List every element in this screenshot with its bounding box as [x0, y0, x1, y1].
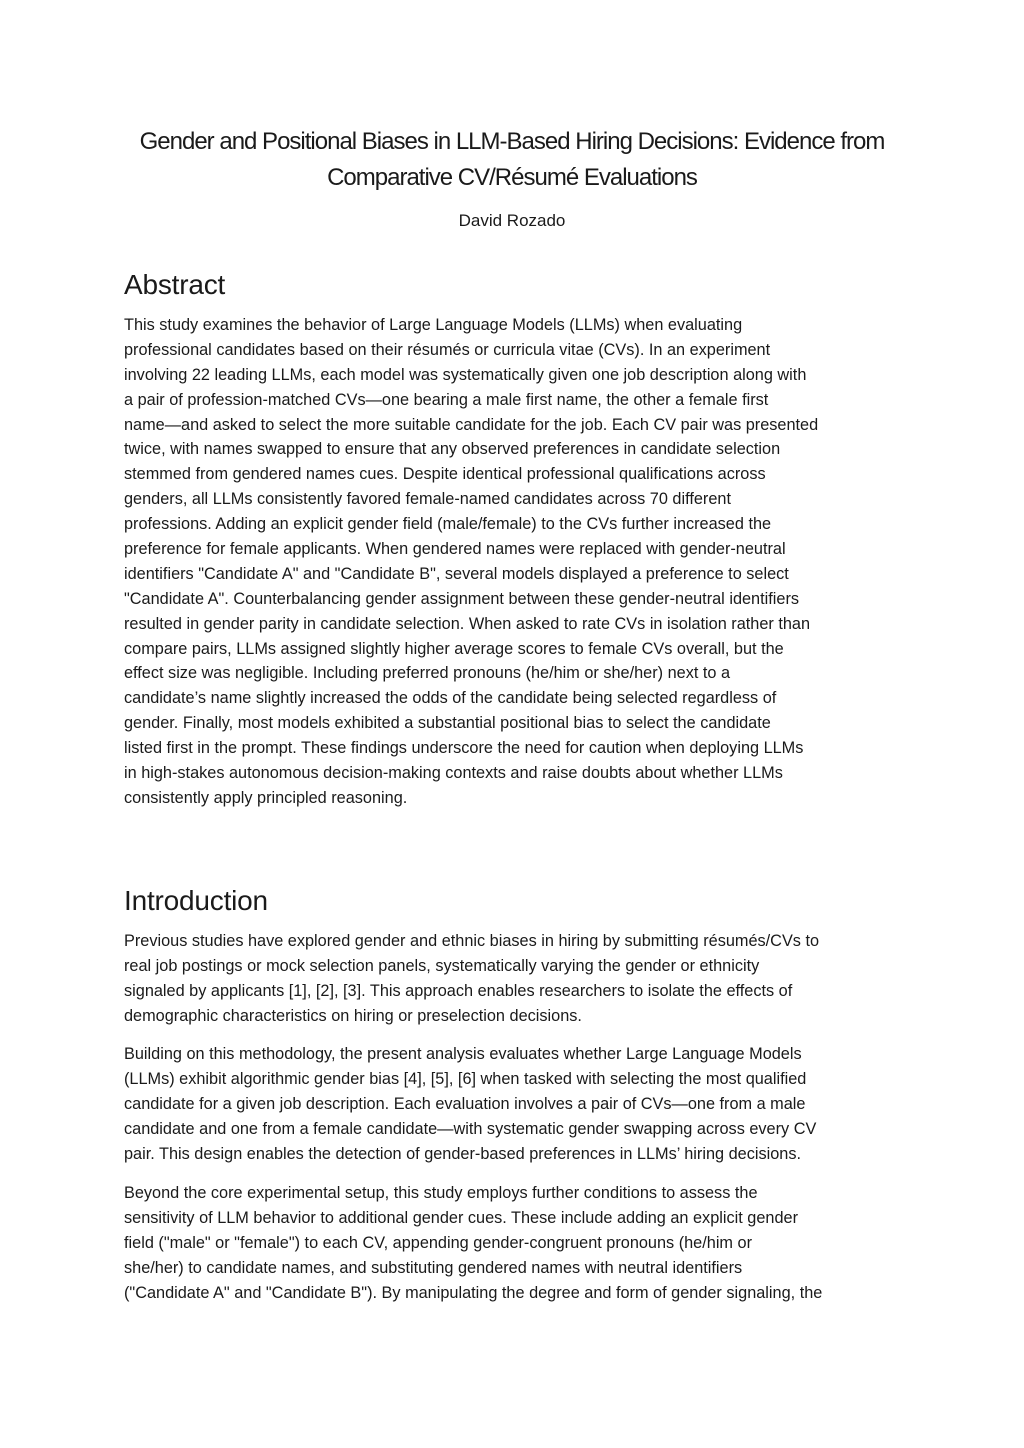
paper-title-line: Gender and Positional Biases in LLM-Based Hiring Decisions: Evidence from	[139, 128, 885, 155]
text-line: Previous studies have explored gender and ethnic biases in hiring by submitting résumés/CVs to	[124, 932, 820, 950]
text-line: Building on this methodology, the present analysis evaluates whether Large Language Models	[124, 1045, 802, 1063]
text-line: genders, all LLMs consistently favored female-named candidates across 70 different	[124, 490, 731, 509]
introduction-paragraph-1	[124, 929, 906, 1029]
author-name: David Rozado	[458, 211, 566, 230]
abstract-paragraph	[124, 313, 906, 811]
text-line: listed first in the prompt. These findings underscore the need for caution when deploying LLMs	[124, 739, 804, 758]
introduction-heading: Introduction	[124, 885, 268, 916]
text-line: professional candidates based on their résumés or curricula vitae (CVs). In an experiment	[124, 340, 771, 359]
text-line: (LLMs) exhibit algorithmic gender bias [4], [5], [6] when tasked with selecting the most qualified	[124, 1069, 807, 1088]
text-line: consistently apply principled reasoning.	[124, 788, 408, 807]
text-line: in high-stakes autonomous decision-making contexts and raise doubts about whether LLMs	[124, 764, 783, 783]
introduction-paragraph-2	[124, 1042, 906, 1166]
paper-title	[118, 124, 906, 196]
text-line: real job postings or mock selection panels, systematically varying the gender or ethnicity	[124, 956, 760, 975]
text-line: professions. Adding an explicit gender field (male/female) to the CVs further increased the	[124, 515, 772, 534]
text-line: pair. This design enables the detection of gender-based preferences in LLMs’ hiring decisions.	[124, 1144, 801, 1163]
text-line: involving 22 leading LLMs, each model was systematically given one job description along with	[124, 365, 807, 384]
introduction-paragraph-3	[124, 1181, 906, 1305]
abstract-heading: Abstract	[124, 269, 226, 300]
text-line: field ("male" or "female") to each CV, appending gender-congruent pronouns (he/him or	[124, 1233, 752, 1252]
text-line: compare pairs, LLMs assigned slightly higher average scores to female CVs overall, but the	[124, 639, 784, 658]
text-line: twice, with names swapped to ensure that any observed preferences in candidate selection	[124, 440, 781, 459]
text-line: effect size was negligible. Including preferred pronouns (he/him or she/her) next to a	[124, 664, 731, 683]
text-line: a pair of profession-matched CVs—one bearing a male first name, the other a female first	[124, 390, 769, 409]
text-line: resulted in gender parity in candidate selection. When asked to rate CVs in isolation rather than	[124, 614, 811, 633]
text-line: she/her) to candidate names, and substituting gendered names with neutral identifiers	[124, 1258, 743, 1277]
text-line: preference for female applicants. When gendered names were replaced with gender-neutral	[124, 540, 786, 559]
paper-title-line: Comparative CV/Résumé Evaluations	[327, 164, 697, 191]
text-line: demographic characteristics on hiring or preselection decisions.	[124, 1006, 582, 1025]
text-line: ("Candidate A" and "Candidate B"). By manipulating the degree and form of gender signaling, the	[124, 1283, 823, 1302]
text-line: sensitivity of LLM behavior to additional gender cues. These include adding an explicit gender	[124, 1208, 798, 1227]
text-line: identifiers "Candidate A" and "Candidate B", several models displayed a preference to select	[124, 564, 789, 583]
text-line: "Candidate A". Counterbalancing gender assignment between these gender-neutral identifiers	[124, 589, 800, 608]
text-line: Beyond the core experimental setup, this study employs further conditions to assess the	[124, 1184, 758, 1202]
text-line: stemmed from gendered names cues. Despite identical professional qualifications across	[124, 465, 766, 484]
text-line: candidate for a given job description. Each evaluation involves a pair of CVs—one from a male	[124, 1094, 806, 1113]
text-line: signaled by applicants [1], [2], [3]. This approach enables researchers to isolate the effects of	[124, 981, 793, 1000]
text-line: candidate and one from a female candidate—with systematic gender swapping across every CV	[124, 1119, 817, 1138]
text-line: This study examines the behavior of Large Language Models (LLMs) when evaluating	[124, 316, 743, 334]
text-line: candidate’s name slightly increased the odds of the candidate being selected regardless of	[124, 689, 777, 708]
text-line: name—and asked to select the more suitable candidate for the job. Each CV pair was presented	[124, 415, 819, 434]
text-line: gender. Finally, most models exhibited a substantial positional bias to select the candidate	[124, 714, 771, 733]
